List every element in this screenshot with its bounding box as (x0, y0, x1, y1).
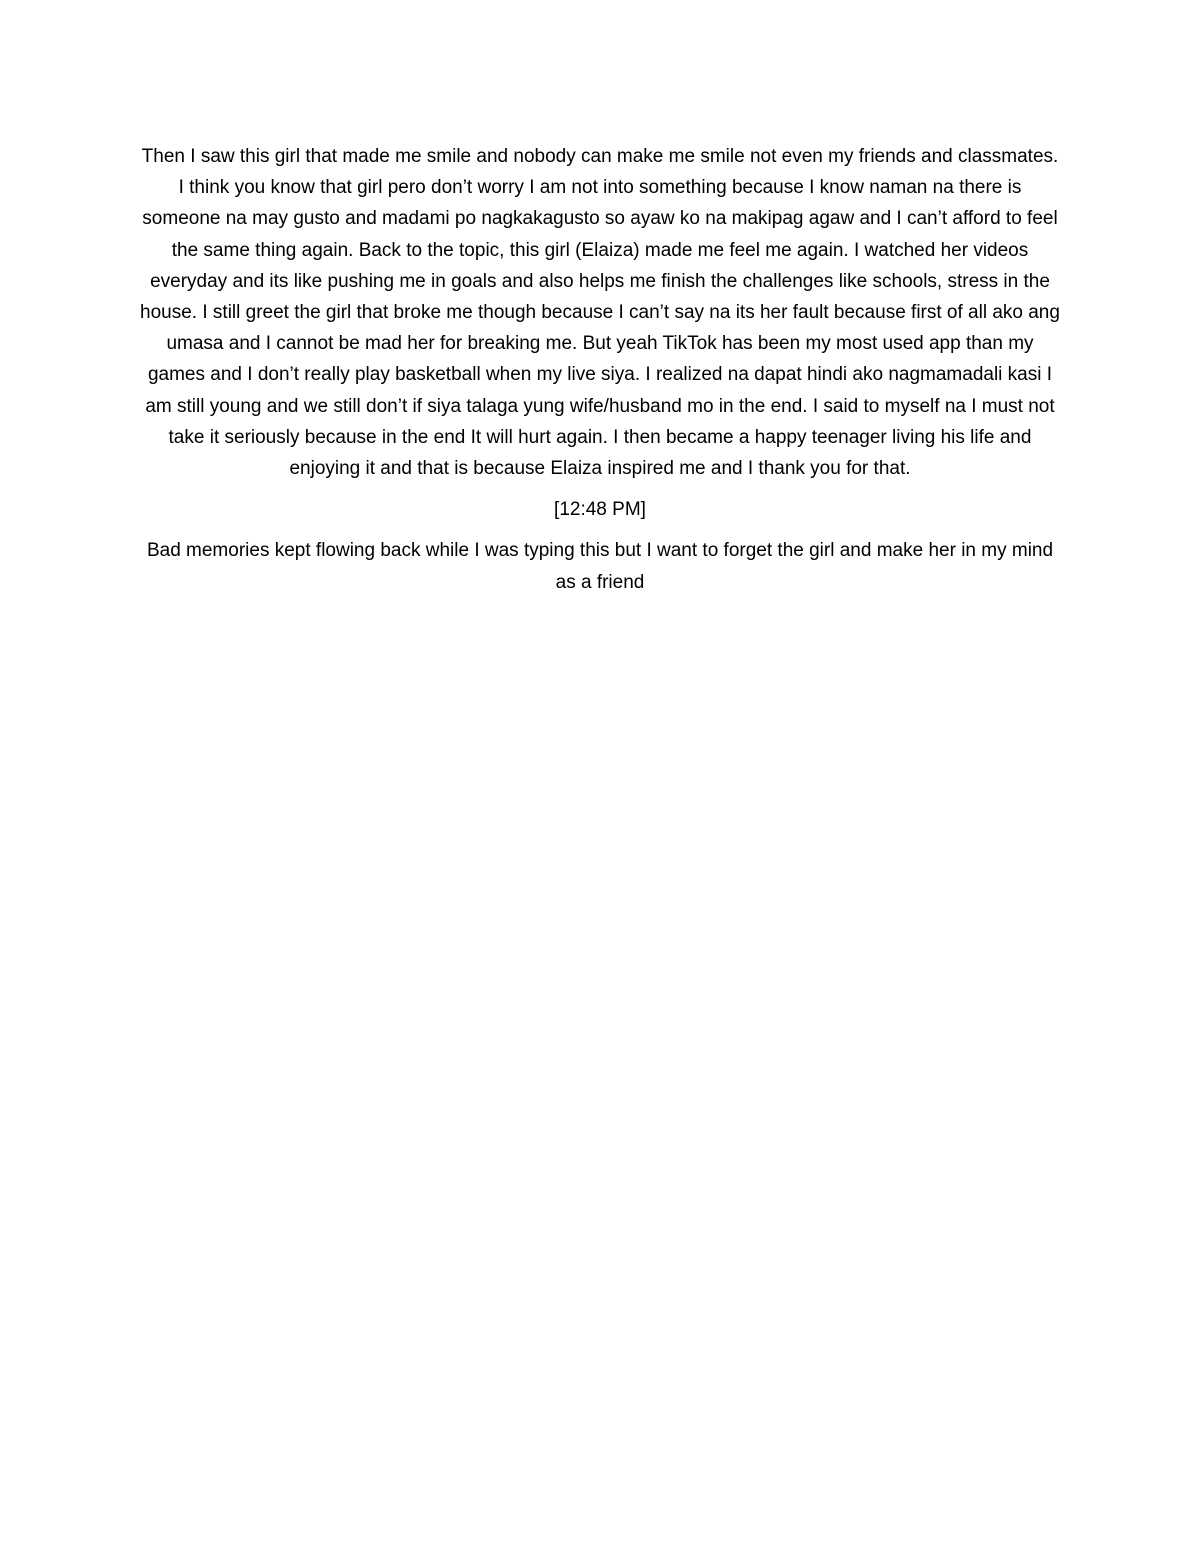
closing-paragraph: Bad memories kept flowing back while I was typing this but I want to forget the girl and make her in my mind as a friend (146, 540, 1054, 593)
body-paragraph: Then I saw this girl that made me smile and nobody can make me smile not even my friends and classmates. I think you know that girl pero don’t worry I am not into something because I know naman na there is someone na may gusto and madami po nagkakagusto so ayaw ko na makipag agaw and I can’t afford to feel the same thing again. Back to the topic, this girl (Elaiza) made me feel me again. I watched her videos everyday and its like pushing me in goals and also helps me finish the challenges like schools, stress in the house. I still greet the girl that broke me though because I can’t say na its her fault because first of all ako ang umasa and I cannot be mad her for breaking me. But yeah TikTok has been my most used app than my games and I don’t really play basketball when my live siya. I realized na dapat hindi ako nagmamadali kasi I am still young and we still don’t if siya talaga yung wife/husband mo in the end. I said to myself na I must not take it seriously because in the end It will hurt again. I then became a happy teenager living his life and enjoying it and that is because Elaiza inspired me and I thank you for that. (140, 146, 1060, 480)
document-body (140, 141, 1060, 598)
timestamp-paragraph: [12:48 PM] (554, 499, 646, 521)
